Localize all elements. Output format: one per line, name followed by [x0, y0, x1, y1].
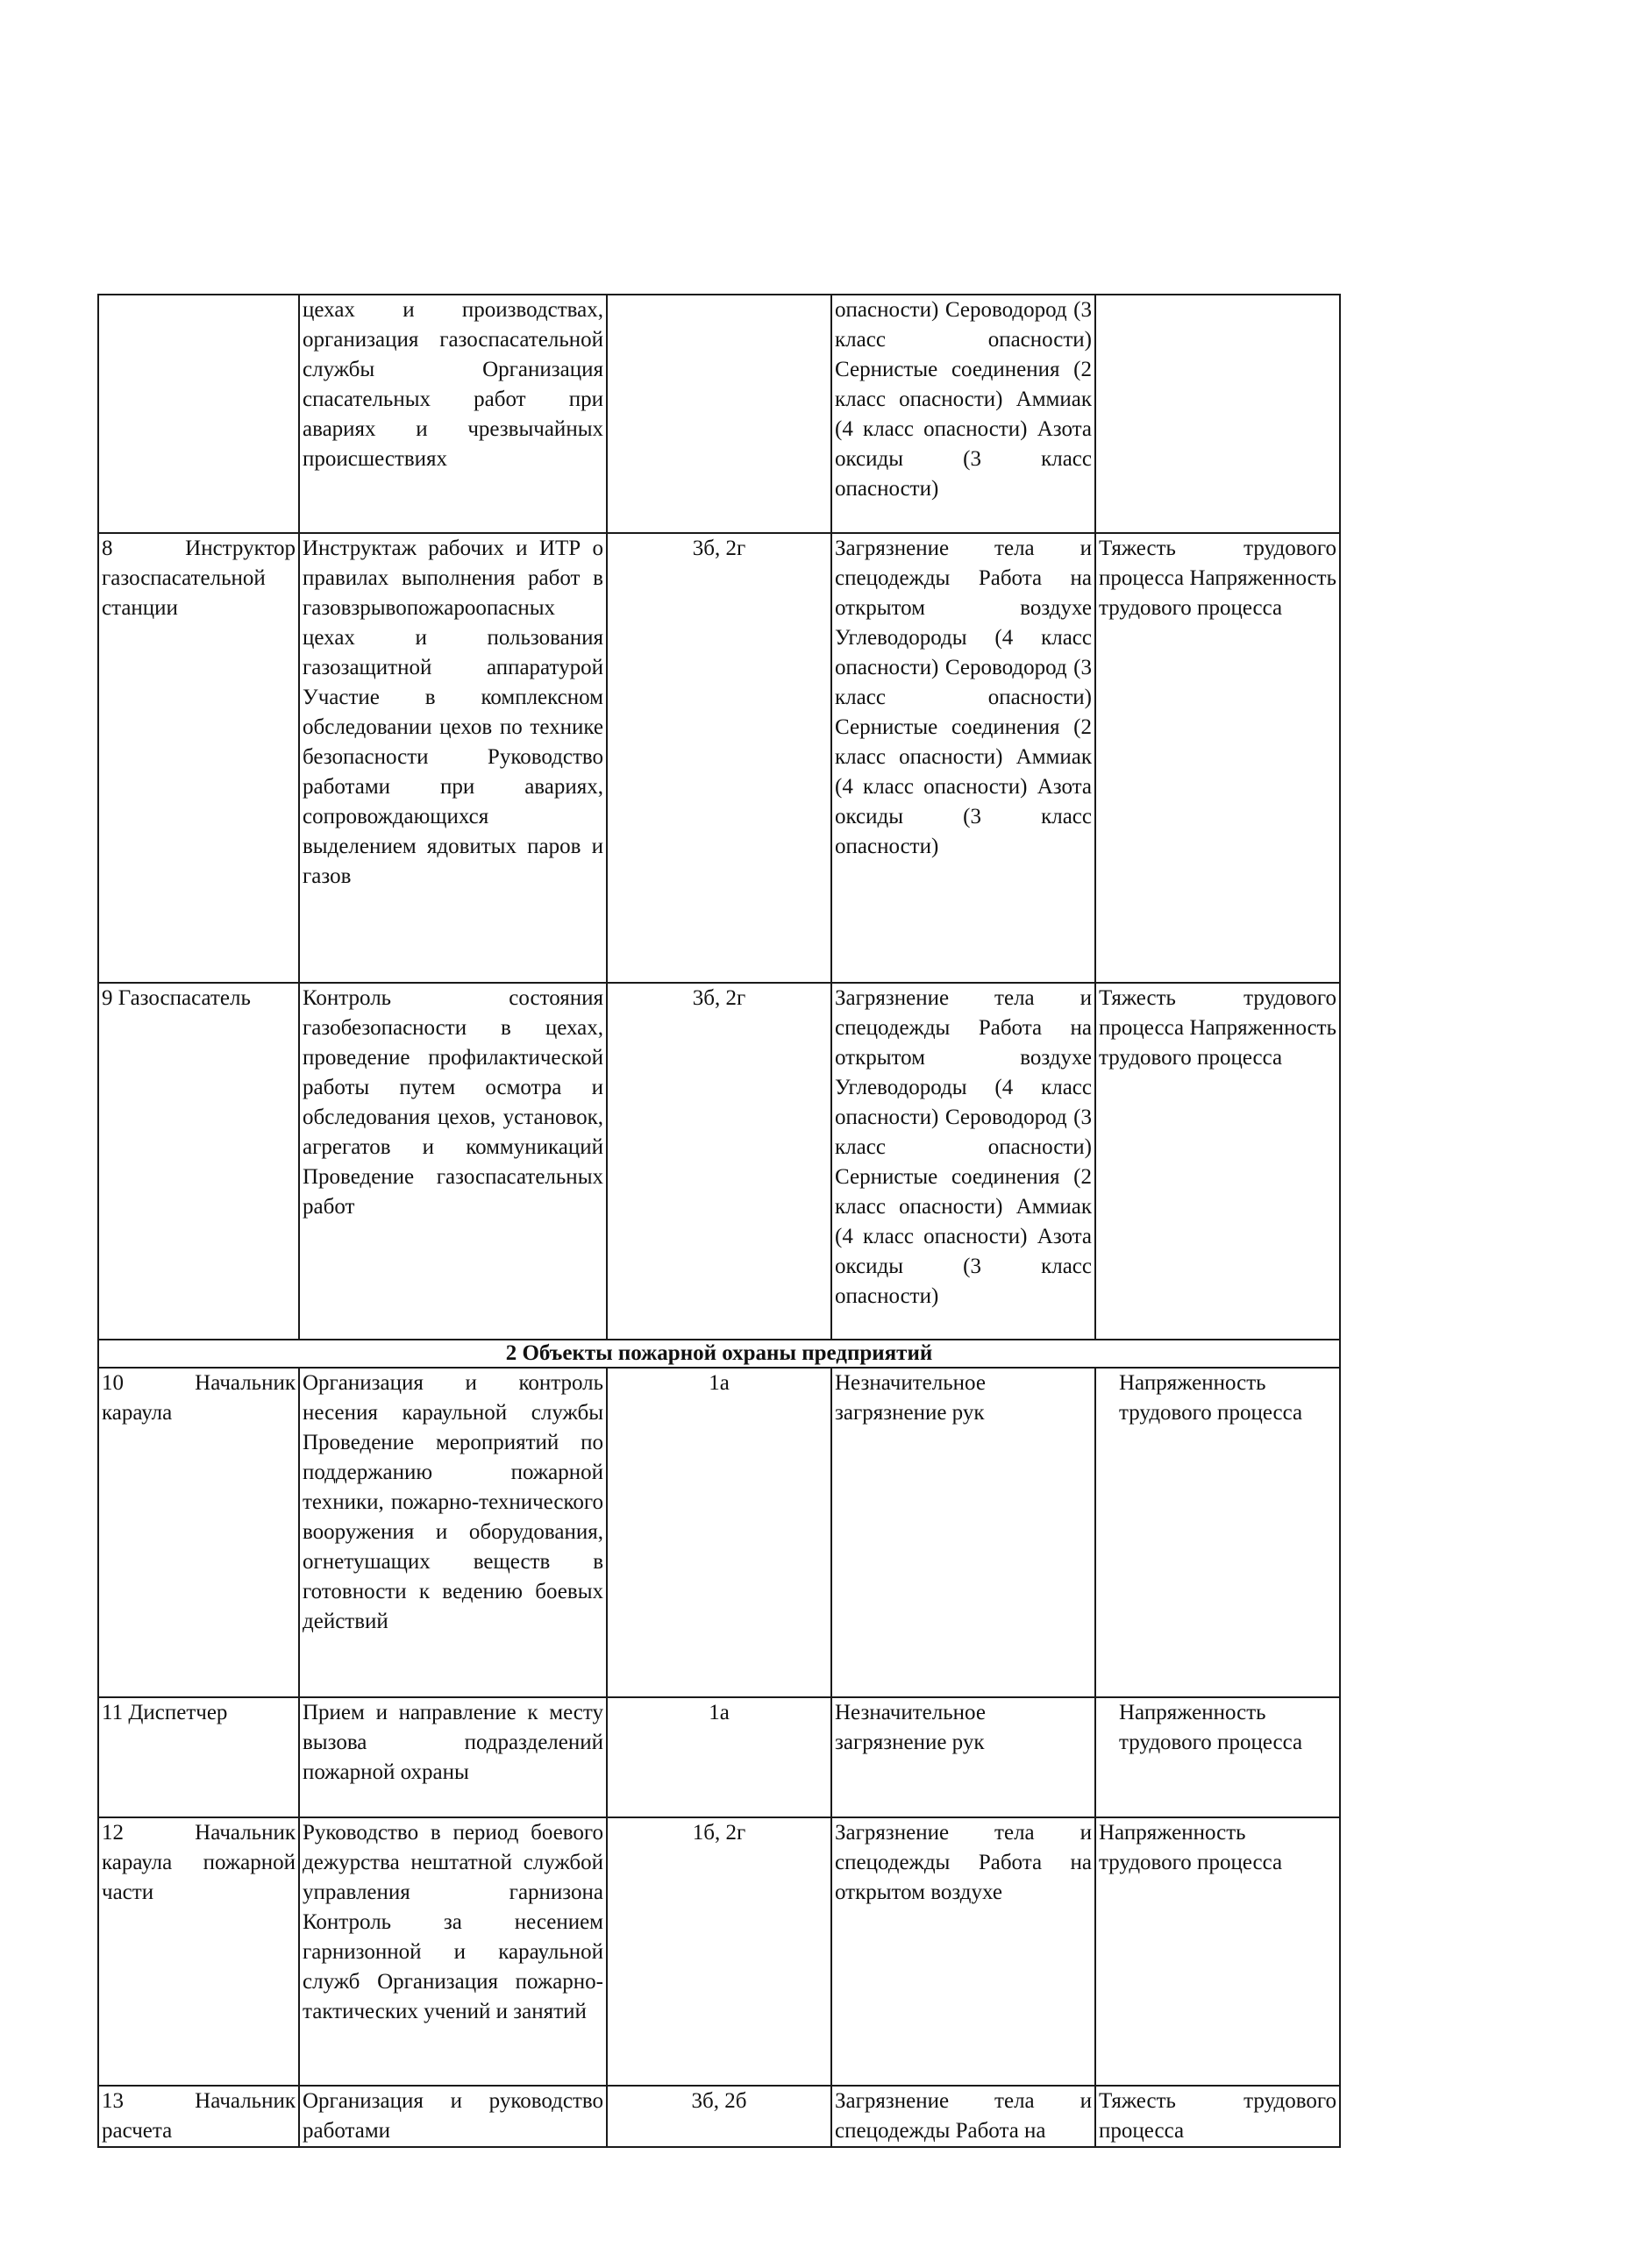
table-row — [98, 1697, 1340, 1817]
cell-factors: Незначительное загрязнение рук — [831, 1368, 1095, 1697]
cell-duties: цехах и производствах, организация газоспасательной службы Организация спасательных работ при авариях и чрезвычайных происшествиях — [299, 295, 607, 533]
cell-process: Напряженность трудового процесса — [1095, 1817, 1340, 2086]
cell-position: 13 Начальник расчета — [98, 2086, 299, 2147]
cell-class: 1а — [607, 1697, 831, 1817]
cell-factors: Загрязнение тела и спецодежды Работа на открытом воздухе — [831, 1817, 1095, 2086]
cell-duties: Организация и руководство работами — [299, 2086, 607, 2147]
cell-process: Тяжесть трудового процесса — [1095, 2086, 1340, 2147]
cell-class: 1а — [607, 1368, 831, 1697]
cell-process: Напряженность трудового процесса — [1095, 1368, 1340, 1697]
table-row — [98, 2086, 1340, 2147]
table-row — [98, 1817, 1340, 2086]
cell-duties: Инструктаж рабочих и ИТР о правилах выполнения работ в газовзрывопожароопасных цехах и пользования газозащитной аппаратурой Участие в комплексном обследовании цехов по технике безопасности Руководство работами при авариях, сопровождающихся выделением ядовитых паров и газов — [299, 533, 607, 983]
cell-factors: Загрязнение тела и спецодежды Работа на — [831, 2086, 1095, 2147]
cell-factors: Загрязнение тела и спецодежды Работа на открытом воздухе Углеводороды (4 класс опасности) Сероводород (3 класс опасности) Сернистые соединения (2 класс опасности) Аммиак (4 класс опасности) Азота оксиды (3 класс опасности) — [831, 983, 1095, 1340]
cell-position: 11 Диспетчер — [98, 1697, 299, 1817]
cell-process — [1095, 295, 1340, 533]
table-row — [98, 533, 1340, 983]
cell-factors: Загрязнение тела и спецодежды Работа на открытом воздухе Углеводороды (4 класс опасности) Сероводород (3 класс опасности) Сернистые соединения (2 класс опасности) Аммиак (4 класс опасности) Азота оксиды (3 класс опасности) — [831, 533, 1095, 983]
cell-class: 3б, 2г — [607, 983, 831, 1340]
cell-duties: Прием и направление к месту вызова подразделений пожарной охраны — [299, 1697, 607, 1817]
cell-class: 3б, 2б — [607, 2086, 831, 2147]
table-row — [98, 295, 1340, 533]
cell-position: 9 Газоспасатель — [98, 983, 299, 1340]
cell-factors: Незначительное загрязнение рук — [831, 1697, 1095, 1817]
cell-duties: Организация и контроль несения караульной службы Проведение мероприятий по поддержанию пожарной техники, пожарно-технического вооружения и оборудования, огнетушащих веществ в готовности к ведению боевых действий — [299, 1368, 607, 1697]
document-table — [97, 294, 1341, 2148]
cell-position: 8 Инструктор газоспасательной станции — [98, 533, 299, 983]
section-title: 2 Объекты пожарной охраны предприятий — [98, 1340, 1340, 1368]
cell-class: 1б, 2г — [607, 1817, 831, 2086]
cell-process: Напряженность трудового процесса — [1095, 1697, 1340, 1817]
table-row — [98, 983, 1340, 1340]
section-header-row — [98, 1340, 1340, 1368]
cell-process: Тяжесть трудового процесса Напряженность трудового процесса — [1095, 533, 1340, 983]
cell-process: Тяжесть трудового процесса Напряженность трудового процесса — [1095, 983, 1340, 1340]
cell-position: 12 Начальник караула пожарной части — [98, 1817, 299, 2086]
cell-factors: опасности) Сероводород (3 класс опасности) Сернистые соединения (2 класс опасности) Аммиак (4 класс опасности) Азота оксиды (3 класс опасности) — [831, 295, 1095, 533]
cell-class: 3б, 2г — [607, 533, 831, 983]
cell-position — [98, 295, 299, 533]
cell-position: 10 Начальник караула — [98, 1368, 299, 1697]
cell-duties: Контроль состояния газобезопасности в цехах, проведение профилактической работы путем осмотра и обследования цехов, установок, агрегатов и коммуникаций Проведение газоспасательных работ — [299, 983, 607, 1340]
cell-class — [607, 295, 831, 533]
table-row — [98, 1368, 1340, 1697]
cell-duties: Руководство в период боевого дежурства нештатной службой управления гарнизона Контроль за несением гарнизонной и караульной служб Организация пожарно-тактических учений и занятий — [299, 1817, 607, 2086]
